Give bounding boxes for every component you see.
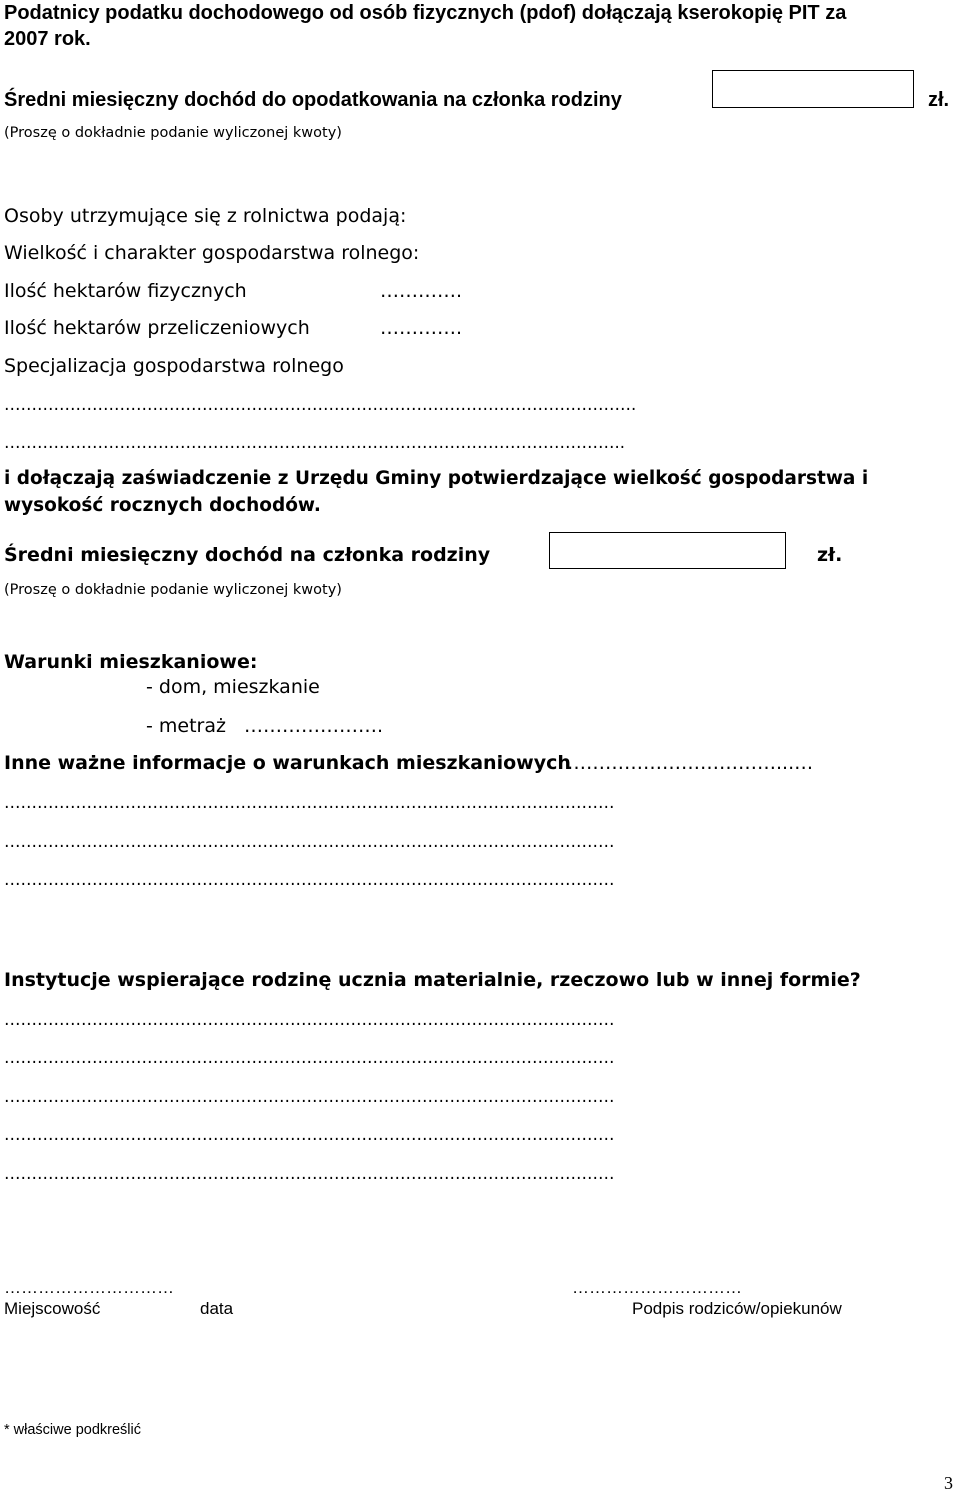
housing-line-2: ………………………………………………………………………………………………… [4,832,615,851]
farm-physical-label: Ilość hektarów fizycznych [4,280,247,302]
income-tax-input[interactable] [712,70,914,108]
institutions-line-2: ………………………………………………………………………………………………… [4,1048,615,1067]
signature-place-dots: ………………………… [4,1278,174,1297]
institutions-line-4: ………………………………………………………………………………………………… [4,1125,615,1144]
income-family-label: Średni miesięczny dochód na członka rodziny [4,544,491,566]
farm-heading: Osoby utrzymujące się z rolnictwa podają: [4,205,407,227]
housing-other-dots: ……………………………...… [567,752,814,774]
housing-item-area-dots: …………………. [244,715,384,737]
farm-certificate-line-1: i dołączają zaświadczenie z Urzędu Gminy potwierdzające wielkość gospodarstwa i [4,468,869,489]
farm-physical-dots: …………. [380,280,463,302]
housing-line-1: ………………………………………………………………………………………………… [4,793,615,812]
farm-specialization-label: Specjalizacja gospodarstwa rolnego [4,355,344,377]
intro-line-2: 2007 rok. [4,28,91,50]
income-family-input[interactable] [549,532,786,569]
housing-line-3: ………………………………………………………………………………………………… [4,870,615,889]
footnote: * właściwe podkreślić [4,1422,141,1438]
income-tax-currency: zł. [928,89,950,111]
institutions-line-5: ………………………………………………………………………………………………… [4,1164,615,1183]
housing-heading: Warunki mieszkaniowe: [4,651,258,673]
income-family-note: (Proszę o dokładnie podanie wyliczonej kwoty) [4,582,342,598]
farm-converted-dots: …………. [380,317,463,339]
farm-certificate-line-2: wysokość rocznych dochodów. [4,495,321,516]
farm-spec-line-2: ………………………………………………………………………………………………….. [4,433,625,452]
page-number: 3 [944,1473,953,1493]
signature-sign-label: Podpis rodziców/opiekunów [632,1299,842,1318]
signature-place-label: Miejscowość [4,1299,101,1318]
housing-item-house: - dom, mieszkanie [146,676,320,698]
intro-line-1: Podatnicy podatku dochodowego od osób fizycznych (pdof) dołączają kserokopię PIT za [4,2,847,24]
institutions-line-1: ………………………………………………………………………………………………… [4,1010,615,1029]
income-family-currency: zł. [817,544,843,566]
farm-spec-line-1: ……………………………………………………………………………………………………. [4,395,637,414]
income-tax-note: (Proszę o dokładnie podanie wyliczonej kwoty) [4,125,342,141]
housing-item-area-label: - metraż [146,715,226,737]
farm-size-label: Wielkość i charakter gospodarstwa rolnego: [4,242,420,264]
institutions-question: Instytucje wspierające rodzinę ucznia materialnie, rzeczowo lub w innej formie? [4,969,861,991]
housing-other-label: Inne ważne informacje o warunkach mieszkaniowych [4,752,571,774]
farm-converted-label: Ilość hektarów przeliczeniowych [4,317,310,339]
institutions-line-3: ………………………………………………………………………………………………… [4,1087,615,1106]
signature-date-label: data [200,1299,234,1318]
signature-sign-dots: ………………………… [572,1278,742,1297]
income-tax-label: Średni miesięczny dochód do opodatkowania na członka rodziny [4,89,622,111]
